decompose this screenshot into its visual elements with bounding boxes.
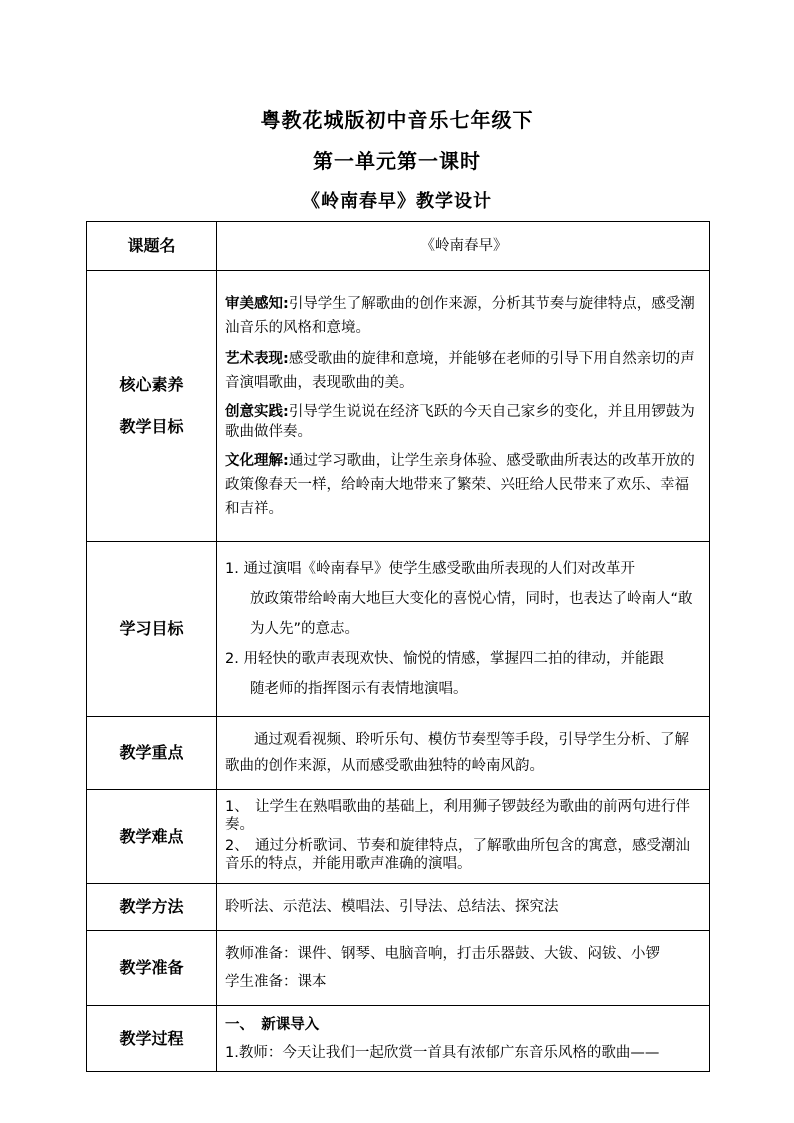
core-competency-content xyxy=(217,271,710,542)
key-points-text: 通过观看视频、聆听乐句、模仿节奏型等手段，引导学生分析、了解歌曲的创作来源，从而感受歌曲独特的岭南风韵。 xyxy=(225,732,689,774)
difficulty-item-2 xyxy=(225,837,703,873)
process-content xyxy=(217,1006,710,1072)
label-process: 教学过程 xyxy=(87,1006,217,1072)
document-title: 粤教花城版初中音乐七年级下 xyxy=(260,108,534,132)
learning-item-first-line: 用轻快的歌声表现欢快、愉悦的情感，掌握四二拍的律动，并能跟 xyxy=(243,651,664,667)
label-learning-objectives: 学习目标 xyxy=(87,542,217,717)
core-item-text: 通过学习歌曲，让学生亲身体验、感受歌曲所表达的改革开放的政策像春天一样，给岭南大地带来了繁荣、兴旺给人民带来了欢乐、幸福和吉祥。 xyxy=(225,452,695,517)
learning-item-1 xyxy=(225,554,703,644)
difficulties-content xyxy=(217,790,710,884)
lesson-plan-table xyxy=(86,221,710,1072)
learning-item-number: 2. xyxy=(225,651,239,667)
label-methods: 教学方法 xyxy=(87,884,217,931)
core-item-aesthetic xyxy=(225,292,703,340)
row-lesson-name xyxy=(87,222,710,271)
label-core-competency xyxy=(87,271,217,542)
learning-objectives-content xyxy=(217,542,710,717)
row-preparation xyxy=(87,931,710,1006)
learning-item-2 xyxy=(225,644,703,704)
key-points-content xyxy=(217,717,710,790)
label-preparation: 教学准备 xyxy=(87,931,217,1006)
process-section-heading: 一、 新课导入 xyxy=(225,1016,320,1033)
difficulty-item-1 xyxy=(225,798,703,834)
learning-item-rest: 随老师的指挥图示有表情地演唱。 xyxy=(250,681,468,697)
core-item-text: 感受歌曲的旋律和意境，并能够在老师的引导下用自然亲切的声音演唱歌曲，表现歌曲的美。 xyxy=(225,350,695,391)
label-core-line1: 核心素养 xyxy=(119,375,184,394)
process-line-1: 1.教师：今天让我们一起欣赏一首具有浓郁广东音乐风格的歌曲—— xyxy=(225,1044,660,1061)
row-process xyxy=(87,1006,710,1072)
core-item-text: 引导学生了解歌曲的创作来源，分析其节奏与旋律特点，感受潮汕音乐的风格和意境。 xyxy=(225,295,695,336)
row-key-points xyxy=(87,717,710,790)
core-item-expression xyxy=(225,347,703,395)
methods-content: 聆听法、示范法、模唱法、引导法、总结法、探究法 xyxy=(217,884,710,931)
core-item-head: 创意实践: xyxy=(225,403,289,420)
core-item-text: 引导学生说说在经济飞跃的今天自己家乡的变化，并且用锣鼓为歌曲做伴奏。 xyxy=(225,403,695,440)
difficulty-item-number: 1、 xyxy=(225,798,249,815)
value-lesson-name: 《岭南春早》 xyxy=(217,222,710,271)
difficulty-item-text: 通过分析歌词、节奏和旋律特点，了解歌曲所包含的寓意，感受潮汕音乐的特点，并能用歌声准确的演唱。 xyxy=(225,837,690,872)
teacher-preparation: 教师准备：课件、钢琴、电脑音响，打击乐器鼓、大钹、闷钹、小锣 xyxy=(225,946,660,962)
row-methods xyxy=(87,884,710,931)
core-item-culture xyxy=(225,449,703,521)
row-learning-objectives xyxy=(87,542,710,717)
difficulty-item-number: 2、 xyxy=(225,837,249,854)
difficulty-item-text: 让学生在熟唱歌曲的基础上，利用狮子锣鼓经为歌曲的前两句进行伴奏。 xyxy=(225,798,690,833)
document-subtitle: 第一单元第一课时 xyxy=(313,149,481,173)
row-difficulties xyxy=(87,790,710,884)
learning-item-first-line: 通过演唱《岭南春早》使学生感受歌曲所表现的人们对改革开 xyxy=(243,561,635,577)
row-core-competency xyxy=(87,271,710,542)
core-item-head: 审美感知: xyxy=(225,295,289,312)
document-lesson-title: 《岭南春早》教学设计 xyxy=(302,191,492,212)
student-preparation: 学生准备：课本 xyxy=(225,974,327,990)
label-difficulties: 教学难点 xyxy=(87,790,217,884)
label-lesson-name: 课题名 xyxy=(87,222,217,271)
learning-item-number: 1. xyxy=(225,561,239,577)
label-key-points: 教学重点 xyxy=(87,717,217,790)
label-core-line2: 教学目标 xyxy=(119,417,184,436)
core-item-practice xyxy=(225,402,703,442)
preparation-content xyxy=(217,931,710,1006)
learning-item-rest: 放政策带给岭南大地巨大变化的喜悦心情，同时，也表达了岭南人“敢为人先”的意志。 xyxy=(250,591,693,637)
core-item-head: 文化理解: xyxy=(225,452,289,469)
core-item-head: 艺术表现: xyxy=(225,350,289,367)
